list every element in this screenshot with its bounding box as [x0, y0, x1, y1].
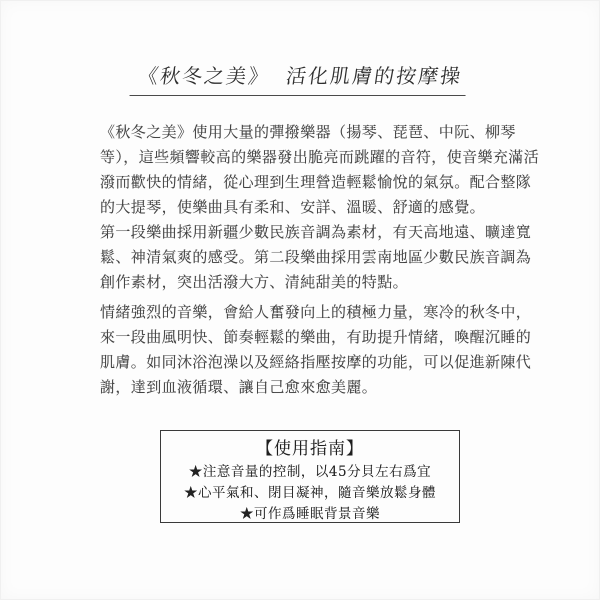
usage-guide-box — [160, 430, 460, 523]
text-line: 鬆、神清氣爽的感受。第二段樂曲採用雲南地區少數民族音調為 — [100, 248, 532, 266]
usage-guide-item: ★注意音量的控制，以45分貝左右爲宜 — [188, 464, 432, 480]
paragraph-3 — [100, 300, 532, 400]
usage-guide-item: ★可作爲睡眠背景音樂 — [240, 506, 380, 522]
title-album-name: 《秋冬之美》 — [136, 64, 272, 88]
paragraph-1 — [100, 120, 540, 220]
page-title — [129, 60, 470, 96]
title-subtitle: 活化肌膚的按摩操 — [284, 64, 464, 88]
text-line: 情緒強烈的音樂，會給人奮發向上的積極力量，寒冷的秋冬中， — [100, 303, 532, 321]
text-line: 的大提琴，使樂曲具有柔和、安詳、溫暖、舒適的感覺。 — [100, 198, 486, 216]
text-line: 創作素材，突出活潑大方、清純甜美的特點。 — [100, 273, 409, 291]
paragraph-2 — [100, 220, 532, 295]
text-line: 潑而歡快的情緒，從心理到生理營造輕鬆愉悅的氣氛。配合整隊 — [100, 173, 532, 191]
text-line: 第一段樂曲採用新疆少數民族音調為素材，有天高地遠、曠達寬 — [100, 223, 532, 241]
text-line: 《秋冬之美》使用大量的彈撥樂器（揚琴、琵琶、中阮、柳琴 — [100, 123, 516, 141]
text-line: 謝，達到血液循環、讓自己愈來愈美麗。 — [100, 378, 378, 396]
text-line: 等），這些頻響較高的樂器發出脆亮而跳躍的音符，使音樂充滿活 — [100, 148, 540, 166]
text-line: 肌膚。如同沐浴泡澡以及經絡指壓按摩的功能，可以促進新陳代 — [100, 353, 532, 371]
usage-guide-title: 【使用指南】 — [256, 439, 364, 459]
title-row — [0, 60, 600, 96]
usage-guide-item: ★心平氣和、閉目凝神，隨音樂放鬆身體 — [184, 485, 436, 501]
text-line: 來一段曲風明快、節奏輕鬆的樂曲，有助提升情緒，喚醒沉睡的 — [100, 328, 532, 346]
body-text — [100, 120, 540, 400]
